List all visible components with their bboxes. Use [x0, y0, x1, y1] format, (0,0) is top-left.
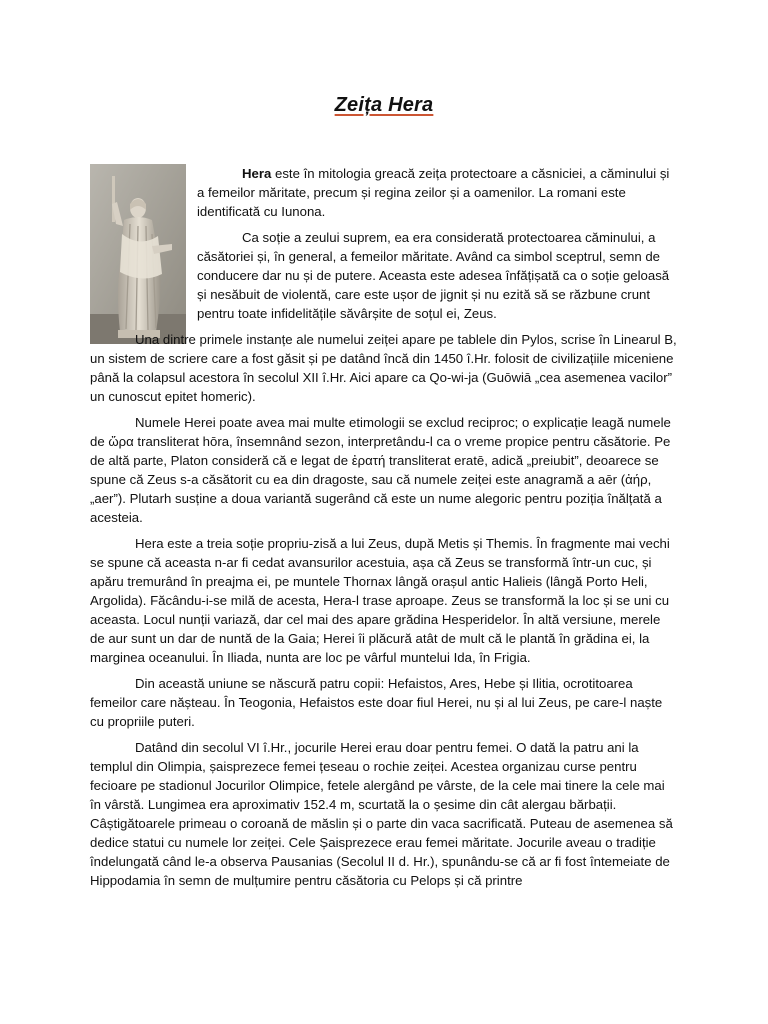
paragraph-1-text: este în mitologia greacă zeița protectoare a căsniciei, a căminului și a femeilor măritate, precum și regina zeilor și a oamenilor. La romani este identificată cu Iunona.	[197, 166, 670, 220]
paragraph-1-lead: Hera	[242, 166, 272, 181]
paragraph-7: Datând din secolul VI î.Hr., jocurile Herei erau doar pentru femei. O dată la patru ani la templul din Olimpia, șaisprezece femei țeseau o rochie zeiței. Acestea organizau curse pentru fecioare pe stadionul Jocurilor Olimpice, fetele alergând pe vârste, de la cele mai tinere la cele mai în vârstă. Lungimea era aproximativ 152.4 m, scurtată la o șesime din cât alergau bărbații. Câștigătoarele primeau o coroană de măslin și o parte din vaca sacrificată. Puteau de asemenea să dedice statui cu numele lor zeiței. Cele Șaisprezece erau femei măritate. Jocurile aveau o tradiție îndelungată când le-a observa Pausanias (Secolul II d. Hr.), spunându-se că ar fi fost întemeiate de Hippodamia în semn de mulțumire pentru căsătoria cu Pelops și că printre	[90, 739, 673, 889]
wrapped-paragraphs	[197, 164, 678, 323]
body-text	[90, 164, 678, 897]
paragraph-4: Numele Herei poate avea mai multe etimologii se exclud reciproc; o explicație leagă numele de ὥρα transliterat hōra, însemnând sezon, interpretându-l ca o vreme propice pentru căsătorie. Pe de altă parte, Platon consideră că e legat de ἐρατή transliterat eratē, adică „preiubit”, deoarece se spune că Zeus s-a căsătorit cu ea din dragoste, sau că numele zeiței este anagramă a aēr (ἀήρ, „aer”). Plutarh susține a doua variantă sugerând că este un nume alegoric pentru poziția înălțată a acesteia.	[90, 414, 671, 526]
page-title: Zeița Hera	[334, 94, 434, 116]
paragraph-1	[197, 164, 678, 221]
paragraph-6: Din această uniune se născură patru copii: Hefaistos, Ares, Hebe și Ilitia, ocrotitoarea femeilor care nășteau. În Teogonia, Hefaistos este doar fiul Herei, nu și al lui Zeus, pe care-l naște cu propriile puteri.	[90, 675, 663, 730]
paragraph-2: Ca soție a zeului suprem, ea era considerată protectoarea căminului, a căsătoriei și, în general, a femeilor măritate. Având ca simbol sceptrul, semn de conducere dar nu și de putere. Aceasta este adesea înfățișată ca o soție geloasă și nesăbuit de violentă, care este ușor de jignit și nu ezită să se răzbune crunt pentru toate infidelitățile săvârșite de soțul ei, Zeus.	[197, 229, 670, 322]
paragraph-3: Una dintre primele instanțe ale numelui zeiței apare pe tablele din Pylos, scrise în Linearul B, un sistem de scriere care a fost găsit și pe datând încă din 1450 î.Hr. folosit de civilizațiile miceniene până la colapsul acestora în secolul XII î.Hr. Aici apare ca Qo-wi-ja (Guōwiā „cea asemenea vacilor” un cunoscut epitet homeric).	[90, 331, 677, 405]
paragraph-5: Hera este a treia soție propriu-zisă a lui Zeus, după Metis și Themis. În fragmente mai vechi se spune că aceasta n-ar fi cedat avansurilor acestuia, așa că Zeus se transformă într-un cuc, și apăru tremurând în preajma ei, pe muntele Thornax lângă orașul antic Halieis (lângă Porto Heli, Argolida). Făcându-i-se milă de acesta, Hera-l trase aproape. Zeus se transformă la loc și se uni cu aceasta. Locul nunții variază, dar cel mai des apare grădina Hesperidelor. În altă versiune, merele de aur sunt un dar de nuntă de la Gaia; Herei îi plăcură atât de mult că le plantă în grădina ei, la marginea oceanului. În Iliada, nunta are loc pe vârful muntelui Ida, în Frigia.	[90, 535, 670, 666]
